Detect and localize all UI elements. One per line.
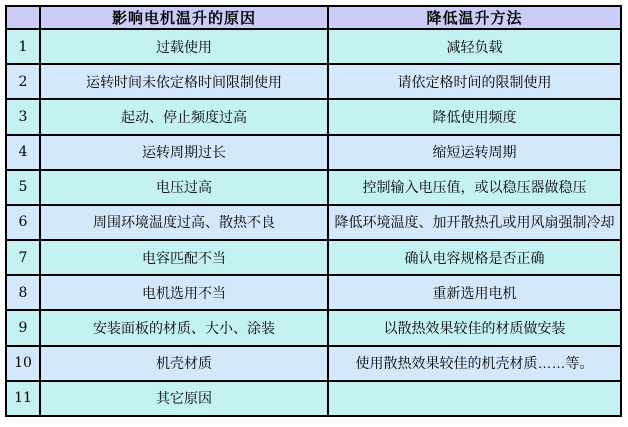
method-cell: 以散热效果较佳的材质做安装 [328,310,621,345]
table-row [6,135,621,170]
cause-cell: 运转时间未依定格时间限制使用 [40,64,328,99]
table-row [6,99,621,134]
method-cell: 重新选用电机 [328,275,621,310]
row-number: 3 [6,99,40,134]
method-cell: 使用散热效果较佳的机壳材质……等。 [328,346,621,381]
table-row [6,205,621,240]
row-number: 11 [6,381,40,416]
cause-cell: 机壳材质 [40,346,328,381]
row-number: 8 [6,275,40,310]
header-row [6,6,621,29]
method-cell: 减轻负载 [328,29,621,64]
table-row [6,381,621,416]
table-row [6,240,621,275]
table-row [6,29,621,64]
row-number: 1 [6,29,40,64]
cause-cell: 电机选用不当 [40,275,328,310]
cause-cell: 电压过高 [40,170,328,205]
motor-temperature-table [5,5,622,417]
table-row [6,64,621,99]
row-number: 7 [6,240,40,275]
table-body [6,29,621,416]
header-cell-method: 降低温升方法 [328,6,621,29]
method-cell [328,381,621,416]
table-row [6,275,621,310]
row-number: 4 [6,135,40,170]
row-number: 2 [6,64,40,99]
method-cell: 确认电容规格是否正确 [328,240,621,275]
cause-cell: 过载使用 [40,29,328,64]
cause-cell: 周围环境温度过高、散热不良 [40,205,328,240]
method-cell: 缩短运转周期 [328,135,621,170]
cause-cell: 运转周期过长 [40,135,328,170]
header-cell-index [6,6,40,29]
row-number: 6 [6,205,40,240]
table-row [6,310,621,345]
cause-cell: 起动、停止频度过高 [40,99,328,134]
table-row [6,346,621,381]
cause-cell: 安装面板的材质、大小、涂装 [40,310,328,345]
table-row [6,170,621,205]
cause-cell: 其它原因 [40,381,328,416]
header-cell-cause: 影响电机温升的原因 [40,6,328,29]
method-cell: 控制输入电压值，或以稳压器做稳压 [328,170,621,205]
row-number: 10 [6,346,40,381]
cause-cell: 电容匹配不当 [40,240,328,275]
method-cell: 降低使用频度 [328,99,621,134]
method-cell: 请依定格时间的限制使用 [328,64,621,99]
method-cell: 降低环境温度、加开散热孔或用风扇强制冷却 [328,205,621,240]
row-number: 5 [6,170,40,205]
row-number: 9 [6,310,40,345]
